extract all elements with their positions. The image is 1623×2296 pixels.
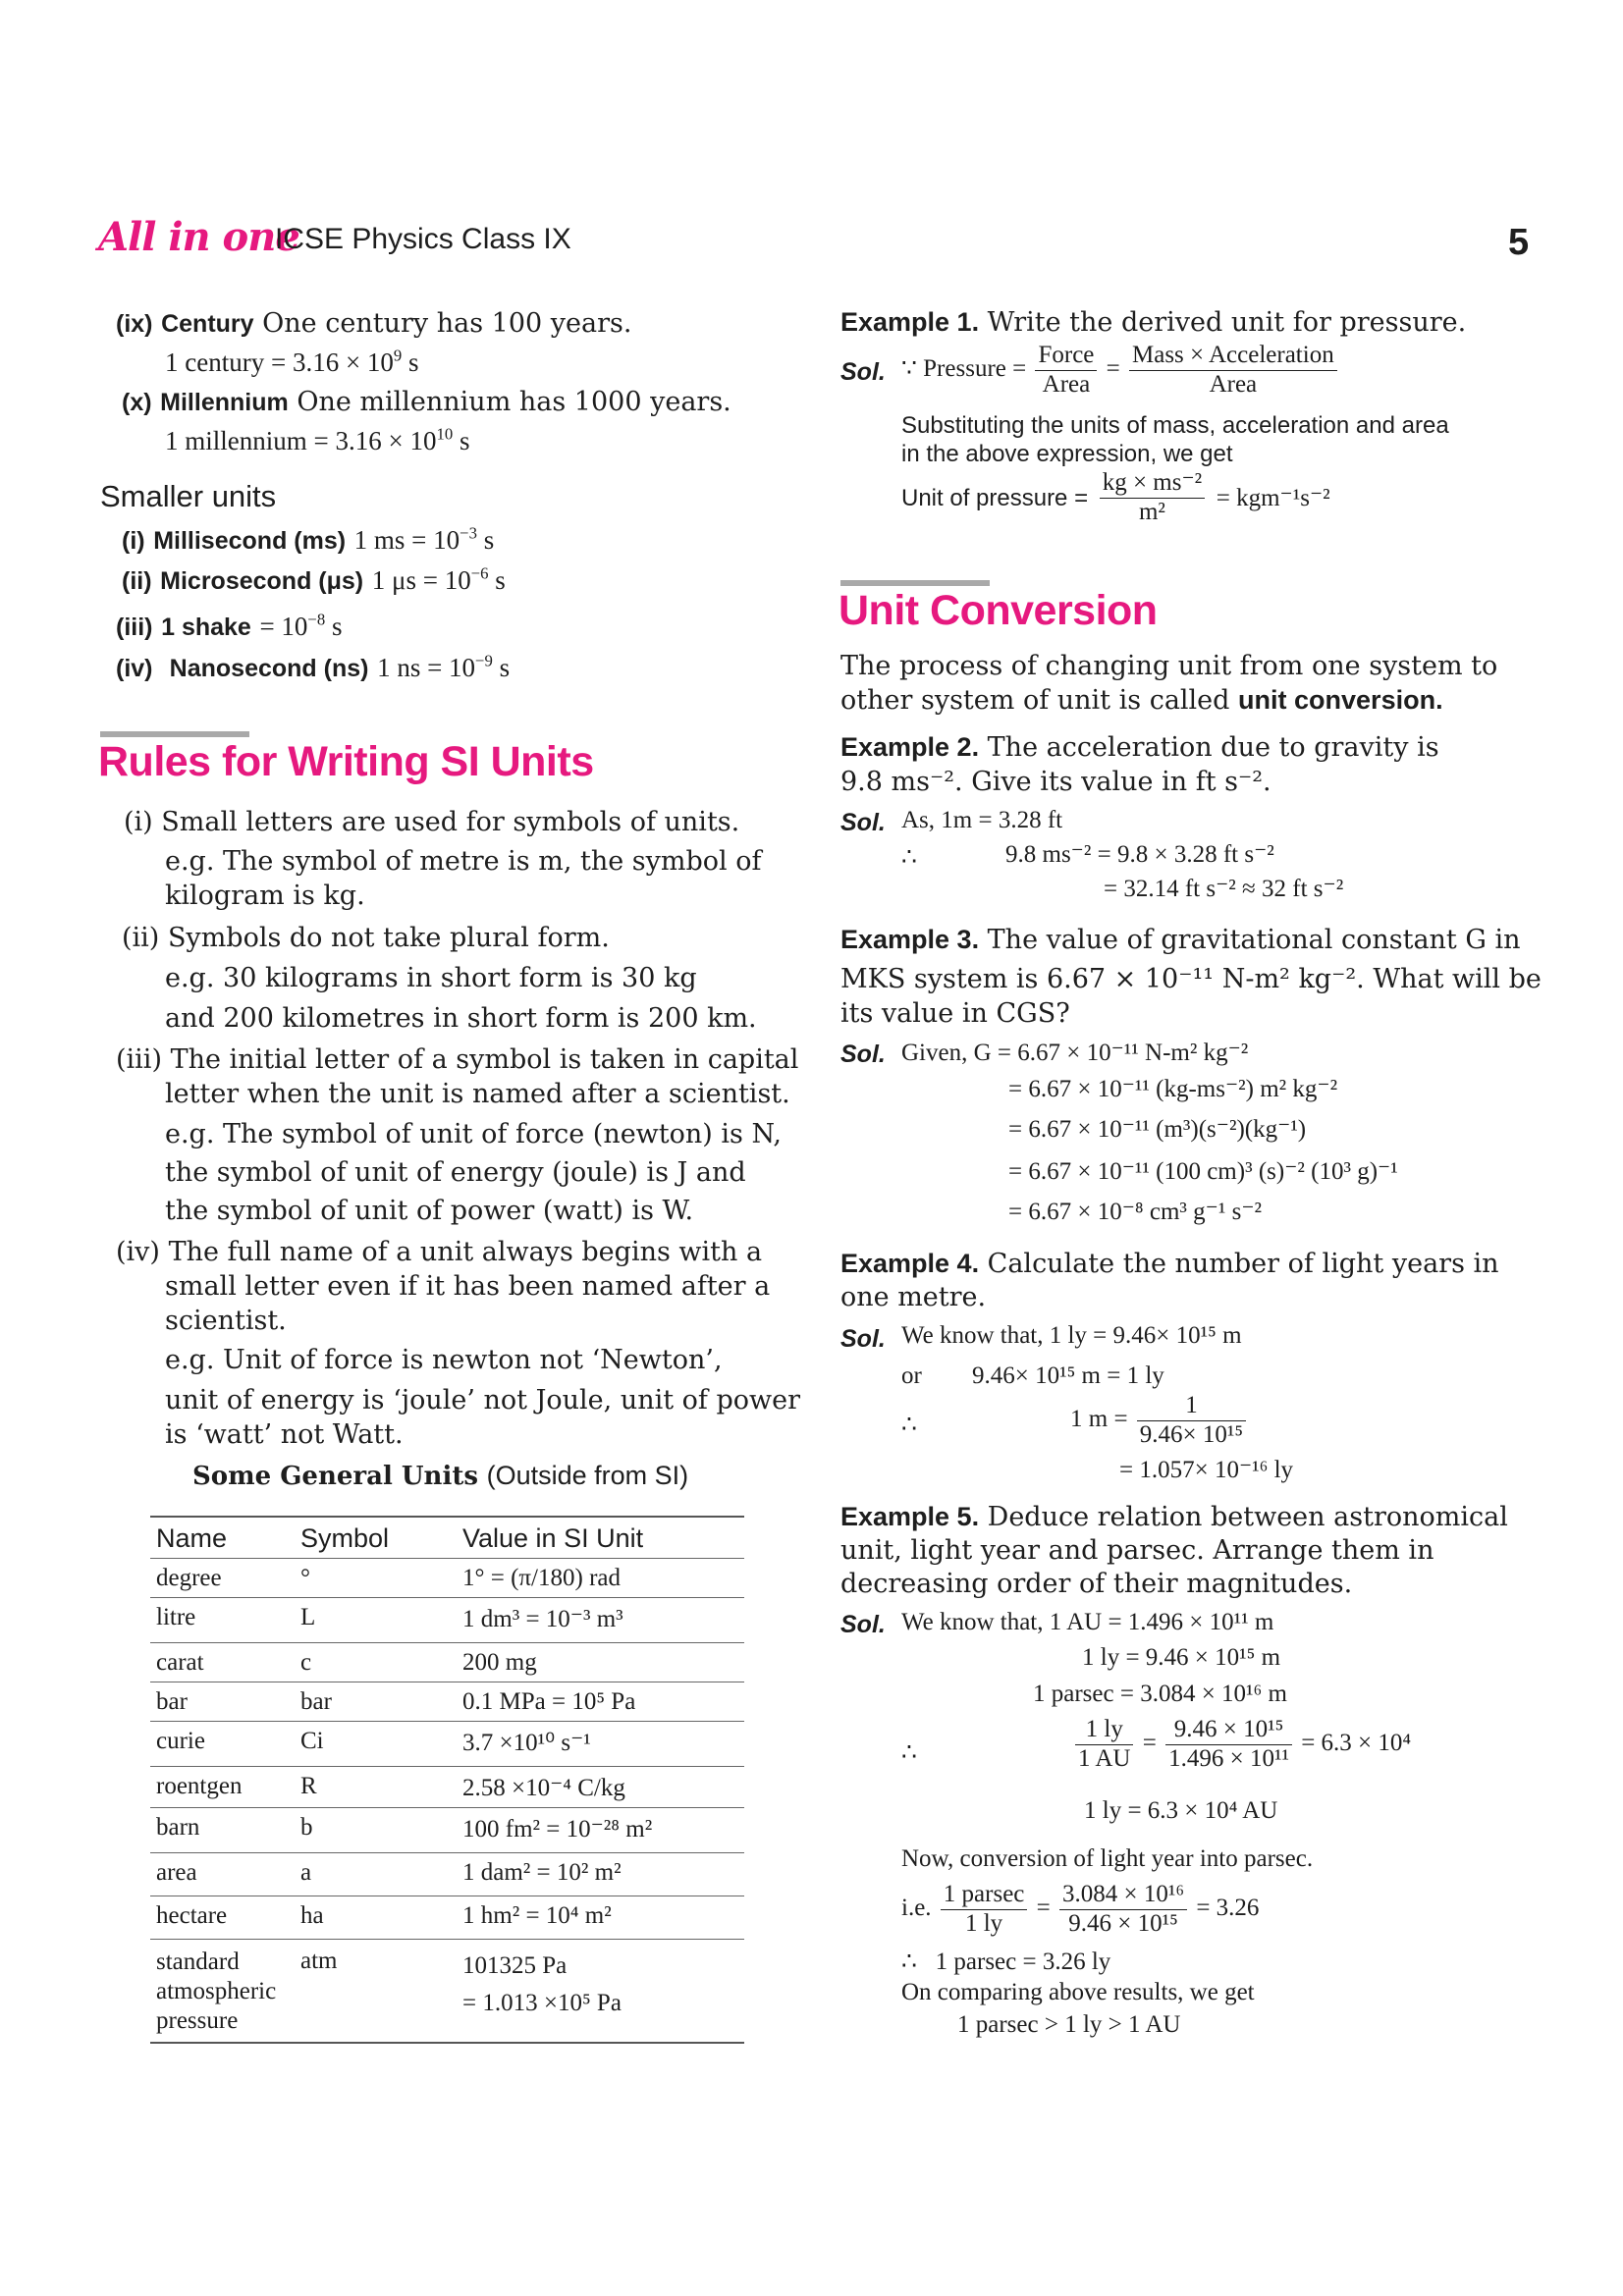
parsec-ly-ratio: i.e. $\frac{\text{1 parsec}}{1 ly}$ = $\frac{\text{3.084 × 10¹⁶}}{\text{9.46 × 10¹⁵}}$ = 3.26 [901, 1881, 1260, 1937]
brand-logo: All in one [98, 214, 299, 260]
century-equation: 1 century = $3.16 \times 10^9$ s [165, 346, 419, 377]
book-title: ICSE Physics Class IX [275, 223, 571, 255]
item-label: (ix) [116, 310, 153, 338]
smaller-unit-item: (iii) 1 shake = $10^{-8}$ s [116, 610, 343, 641]
smaller-unit-item: (i) Millisecond (ms) 1 ms = $10^{-3}$ s [122, 523, 495, 555]
solution-label: Sol. [840, 358, 886, 386]
table-row: roentgen R 2.58 ×10⁻⁴ C/kg [150, 1766, 744, 1807]
table-row: barn b 100 fm² = 10⁻²⁸ m² [150, 1807, 744, 1852]
table-row: curie Ci 3.7 ×10¹⁰ s⁻¹ [150, 1721, 744, 1766]
table-row: bar bar 0.1 MPa = 10⁵ Pa [150, 1682, 744, 1721]
table-row: hectare ha 1 hm² = 10⁴ m² [150, 1896, 744, 1939]
table-row: carat c 200 mg [150, 1642, 744, 1682]
column-header: Value in SI Unit [462, 1523, 644, 1553]
light-year-fraction: 1 m = $\frac{1}{\text{9.46× 10¹⁵}}$ [1070, 1392, 1249, 1450]
table-row: degree ° 1° = (π/180) rad [150, 1558, 744, 1597]
table-row: standard atmospheric pressure atm 101325 Pa = 1.013 ×10⁵ Pa [150, 1939, 744, 2043]
example-1: Example 1. Write the derived unit for pressure. [840, 307, 1467, 338]
rules-heading: Rules for Writing SI Units [98, 738, 594, 785]
smaller-unit-item: (iv) Nanosecond (ns) 1 ns = $10^{-9}$ s [116, 651, 511, 682]
column-header: Name [156, 1523, 228, 1553]
section-bar [840, 580, 990, 586]
table-header-row [150, 1517, 744, 1558]
pressure-unit-formula: Unit of pressure = $\frac{\text{kg × ms⁻²}}{\text{m²}}$ = kgm⁻¹s⁻² [901, 469, 1330, 525]
section-bar [100, 731, 249, 737]
table-row: litre L 1 dm³ = 10⁻³ m³ [150, 1597, 744, 1642]
example-4: Example 4. Calculate the number of light years in [840, 1249, 1499, 1279]
ly-au-ratio: $\frac{1 ly}{1 AU}$ = $\frac{\text{9.46 × 10¹⁵}}{\text{1.496 × 10¹¹}}$ = 6.3 × 10⁴ [1072, 1716, 1411, 1774]
page-number: 5 [1508, 222, 1530, 263]
general-units-table [150, 1516, 744, 2044]
smaller-units-heading: Smaller units [100, 479, 277, 513]
smaller-unit-item: (ii) Microsecond (μs) 1 $\mu s = 10^{-6}$ s [122, 563, 506, 595]
pressure-formula: ∵ Pressure = $\frac{\text{Force}}{\text{Area}}$ = $\frac{\text{Mass × Acceleration}}{\text{Area}}$ [901, 342, 1340, 400]
item-text: One century has 100 years. [262, 308, 632, 339]
item-century [116, 308, 631, 339]
table-row: area a 1 dam² = 10² m² [150, 1852, 744, 1896]
example-3: Example 3. The value of gravitational constant G in [840, 925, 1521, 955]
example-2: Example 2. The acceleration due to gravity is [840, 732, 1439, 763]
item-term: Century [161, 310, 254, 338]
unit-conversion-heading: Unit Conversion [839, 587, 1158, 634]
example-5: Example 5. Deduce relation between astronomical [840, 1502, 1508, 1532]
table-caption: Some General Units (Outside from SI) [192, 1461, 689, 1491]
millennium-equation: 1 millennium = $3.16 \times 10^{10}$ s [165, 424, 470, 455]
column-header: Symbol [300, 1523, 390, 1553]
item-millennium: (x) Millennium One millennium has 1000 years. [122, 387, 731, 417]
